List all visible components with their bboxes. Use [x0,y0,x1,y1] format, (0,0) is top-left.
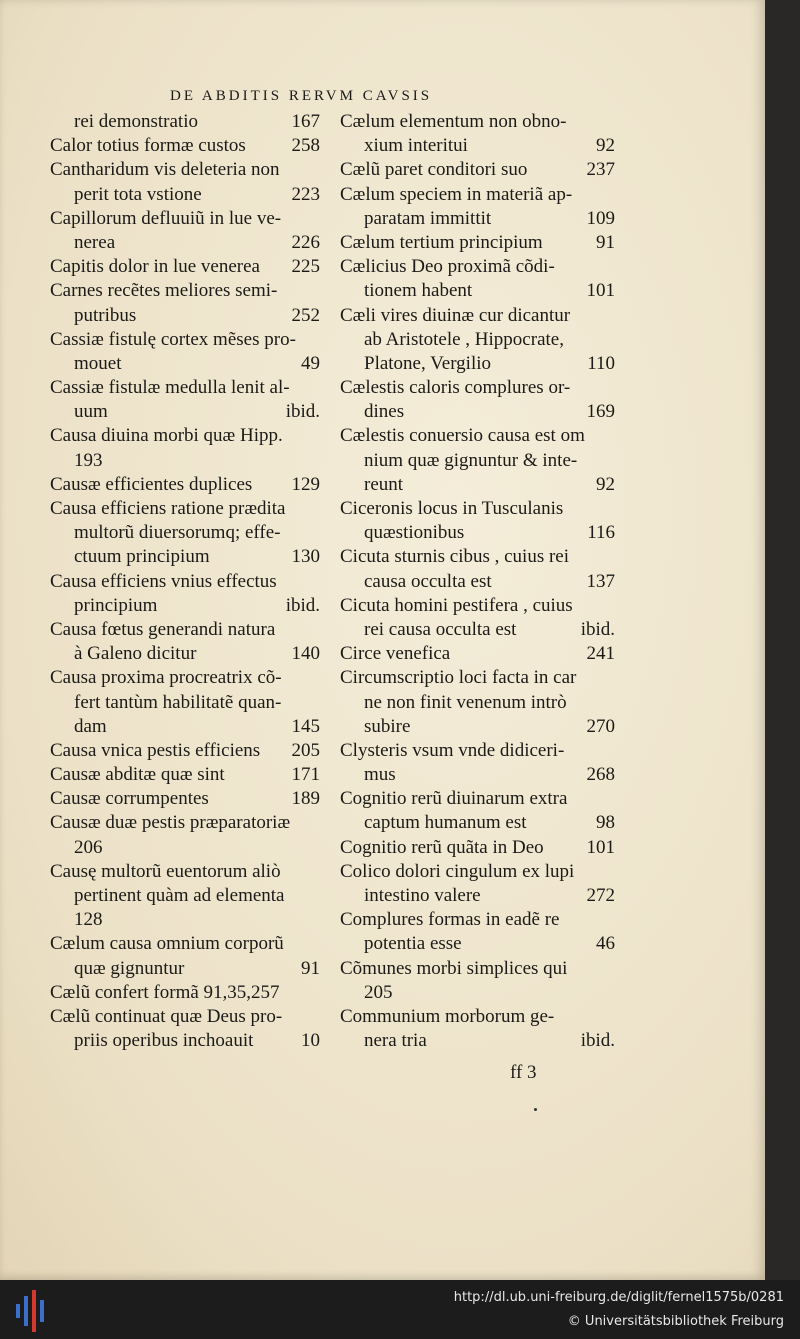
entry-page-ref [609,691,615,715]
right-index-entry [340,787,615,811]
left-index-entry [50,787,320,811]
entry-text: intestino valere [364,885,481,906]
entry-page-ref [314,691,320,715]
left-index-entry [50,279,320,303]
left-index-entry [50,521,320,545]
entry-page-ref: 92 [596,473,615,495]
entry-text: Causæ duæ pestis præparatoriæ [50,812,291,834]
right-index-entry [340,811,615,835]
right-index-entry [340,183,615,207]
entry-page-ref: 101 [586,836,615,858]
entry-text: fert tantùm habilitatẽ quan- [74,691,282,713]
entry-text: quæ gignuntur [74,957,185,979]
entry-page-ref: 91 [596,231,615,253]
entry-page-ref [609,424,615,448]
entry-text: Causę multorũ euentorum aliò [50,860,281,882]
right-index-entry [340,666,615,690]
library-logo-icon [14,1290,50,1332]
right-index-entry [340,255,615,279]
entry-text: dam [74,715,107,737]
entry-page-ref: 241 [586,643,615,665]
entry-page-ref: 137 [586,570,615,592]
entry-text: Cõmunes morbi simplices qui [340,957,568,979]
right-index-entry [340,424,615,448]
left-index-entry [50,255,320,279]
entry-page-ref [609,908,615,932]
entry-page-ref: 92 [596,135,615,157]
right-index-entry [340,594,615,618]
entry-text: pertinent quàm ad elementa [74,885,285,906]
entry-page-ref [314,449,320,473]
right-index-entry [340,545,615,569]
right-index-entry [340,957,615,981]
entry-page-ref [609,183,615,207]
left-index-entry [50,134,320,158]
right-index-entry [340,836,615,860]
entry-text: multorũ diuersorumq; effe- [74,522,281,544]
entry-text: Causa diuina morbi quæ Hipp. [50,425,283,447]
left-index-entry [50,594,320,618]
entry-text: uum [74,401,108,423]
entry-text: tionem habent [364,280,473,302]
entry-text: Cicuta homini pestifera , cuius [340,594,573,616]
entry-page-ref [609,1005,615,1029]
left-index-entry [50,158,320,182]
index-column-right [340,110,615,1053]
entry-text: Causa efficiens ratione prædita [50,498,286,519]
entry-text: paratam immittit [364,207,492,229]
right-index-entry [340,110,615,134]
entry-page-ref [314,424,320,448]
entry-page-ref: 268 [586,764,615,786]
entry-text: Cælum speciem in materiã ap- [340,183,573,205]
left-index-entry [50,570,320,594]
entry-text: Ciceronis locus in Tusculanis [340,498,564,519]
entry-text: causa occulta est [364,570,492,592]
entry-page-ref [314,981,320,1005]
right-index-entry [340,981,615,1005]
entry-text: Capillorum defluuiũ in lue ve- [50,207,282,229]
entry-text: Complures formas in eadẽ re [340,909,560,931]
entry-text: nium quæ gignuntur & inte- [364,449,578,471]
left-index-entry [50,884,320,908]
left-index-entry [50,691,320,715]
entry-page-ref [609,304,615,328]
entry-text: Cassiæ fistulę cortex mẽses pro- [50,328,296,350]
viewer-footer [0,1282,800,1339]
entry-page-ref: 98 [596,812,615,834]
right-index-entry [340,932,615,956]
scan-background [765,0,800,1280]
left-index-entry [50,1005,320,1029]
entry-page-ref [314,860,320,884]
entry-page-ref: 10 [301,1030,320,1052]
right-index-entry [340,158,615,182]
entry-page-ref [314,618,320,642]
entry-page-ref [314,932,320,956]
right-index-entry [340,860,615,884]
left-index-entry [50,618,320,642]
entry-page-ref [314,908,320,932]
ink-speck [534,1108,537,1111]
entry-text: Causa fœtus generandi natura [50,618,276,640]
left-index-entry [50,207,320,231]
entry-text: 128 [74,909,103,931]
entry-page-ref [609,739,615,763]
left-index-entry [50,908,320,932]
entry-page-ref [314,570,320,594]
entry-text: 206 [74,836,103,858]
entry-page-ref: 237 [586,159,615,181]
entry-text: Cognitio rerũ quãta in Deo [340,836,544,858]
right-index-entry [340,1005,615,1029]
entry-text: Cælum elementum non obno- [340,111,567,132]
entry-text: ne non finit venenum intrò [364,691,567,713]
entry-text: Causa efficiens vnius effectus [50,570,277,592]
entry-text: quæstionibus [364,522,465,544]
right-index-entry [340,231,615,255]
entry-page-ref: 272 [586,885,615,906]
entry-text: mus [364,764,396,786]
left-index-entry [50,836,320,860]
entry-page-ref: 116 [587,522,615,544]
left-index-entry [50,231,320,255]
entry-text: rei demonstratio [74,111,198,132]
entry-page-ref: 91 [301,957,320,979]
entry-text: Cognitio rerũ diuinarum extra [340,788,568,810]
right-index-entry [340,376,615,400]
entry-page-ref: ibid. [580,1030,615,1052]
entry-text: Cælũ continuat quæ Deus pro- [50,1005,283,1027]
entry-page-ref: 49 [301,352,320,374]
right-index-entry [340,521,615,545]
entry-text: Cæli vires diuinæ cur dicantur [340,304,571,326]
entry-page-ref: 205 [291,739,320,761]
entry-page-ref: 110 [587,352,615,374]
entry-text: Cælũ paret conditori suo [340,159,528,181]
entry-page-ref [314,811,320,835]
entry-page-ref: 101 [586,280,615,302]
right-index-entry [340,884,615,908]
entry-page-ref: 109 [586,207,615,229]
entry-text: principium [74,594,158,616]
left-index-entry [50,860,320,884]
entry-text: Cicuta sturnis cibus , cuius rei [340,546,570,568]
left-index-entry [50,449,320,473]
left-index-entry [50,304,320,328]
entry-text: putribus [74,304,137,326]
entry-text: Cælestis caloris complures or- [340,377,571,399]
entry-text: subire [364,715,411,737]
entry-text: Cantharidum vis deleteria non [50,159,280,181]
left-index-entry [50,497,320,521]
right-index-entry [340,715,615,739]
left-index-entry [50,981,320,1005]
entry-text: Communium morborum ge- [340,1005,555,1027]
left-index-entry [50,110,320,134]
entry-text: Causæ efficientes duplices [50,473,253,495]
entry-page-ref: 223 [291,183,320,205]
entry-page-ref [609,449,615,473]
entry-text: Circumscriptio loci facta in car [340,667,577,689]
entry-text: potentia esse [364,933,462,955]
entry-page-ref [609,328,615,352]
left-index-entry [50,932,320,956]
entry-text: Causæ corrumpentes [50,788,209,810]
copyright-notice: © Universitätsbibliothek Freiburg [567,1314,784,1329]
entry-page-ref: 171 [291,764,320,786]
entry-text: ctuum principium [74,546,210,568]
entry-text: Causæ abditæ quæ sint [50,764,225,786]
left-index-entry [50,424,320,448]
right-index-entry [340,691,615,715]
entry-page-ref: ibid. [580,618,615,640]
entry-page-ref [314,1005,320,1029]
right-index-entry [340,400,615,424]
entry-text: Causa vnica pestis efficiens [50,739,261,761]
right-index-entry [340,618,615,642]
left-index-entry [50,352,320,376]
right-index-entry [340,134,615,158]
entry-text: Causa proxima procreatrix cõ- [50,667,282,689]
running-header: DE ABDITIS RERVM CAVSIS [170,88,433,104]
entry-text: reunt [364,473,404,495]
entry-page-ref [314,497,320,521]
entry-text: Colico dolori cingulum ex lupi [340,860,575,882]
right-index-entry [340,207,615,231]
right-index-entry [340,304,615,328]
left-index-entry [50,376,320,400]
entry-page-ref: 129 [291,473,320,495]
left-index-entry [50,473,320,497]
entry-text: rei causa occulta est [364,618,517,640]
source-url-link[interactable]: http://dl.ub.uni-freiburg.de/diglit/fernel1575b/0281 [453,1290,784,1305]
left-index-entry [50,545,320,569]
entry-text: Clysteris vsum vnde didiceri- [340,739,565,761]
left-index-entry [50,715,320,739]
entry-text: Cælicius Deo proximã cõdi- [340,256,555,278]
left-index-entry [50,739,320,763]
entry-text: nera tria [364,1030,427,1052]
right-index-entry [340,739,615,763]
entry-page-ref [314,884,320,908]
left-index-entry [50,400,320,424]
entry-page-ref [314,376,320,400]
left-index-entry [50,328,320,352]
entry-page-ref: 46 [596,933,615,955]
entry-page-ref [314,328,320,352]
entry-text: Platone, Vergilio [364,352,492,374]
entry-page-ref [609,957,615,981]
entry-text: xium interitui [364,135,468,157]
entry-page-ref: 167 [291,111,320,132]
right-index-entry [340,328,615,352]
entry-page-ref [314,207,320,231]
entry-page-ref [314,158,320,182]
left-index-entry [50,957,320,981]
entry-page-ref: ibid. [285,594,320,616]
entry-text: Capitis dolor in lue venerea [50,256,260,278]
left-index-entry [50,1029,320,1053]
right-index-entry [340,1029,615,1053]
entry-page-ref: 252 [291,304,320,326]
entry-text: à Galeno dicitur [74,643,197,665]
left-index-entry [50,642,320,666]
right-index-entry [340,473,615,497]
entry-page-ref: 258 [291,135,320,157]
entry-text: Circe venefica [340,643,451,665]
entry-page-ref [609,787,615,811]
entry-page-ref: 130 [291,546,320,568]
entry-text: nerea [74,231,116,253]
entry-page-ref [609,666,615,690]
right-index-entry [340,642,615,666]
entry-page-ref [314,836,320,860]
right-index-entry [340,497,615,521]
right-index-entry [340,763,615,787]
entry-page-ref: 140 [291,643,320,665]
entry-page-ref [314,521,320,545]
entry-page-ref: 189 [291,788,320,810]
right-index-entry [340,449,615,473]
entry-page-ref [609,594,615,618]
entry-text: 205 [364,981,393,1003]
entry-page-ref: 169 [586,401,615,423]
entry-text: Cælum tertium principium [340,231,543,253]
entry-text: perit tota vstione [74,183,202,205]
entry-page-ref [609,110,615,134]
entry-page-ref [609,255,615,279]
entry-page-ref: 145 [291,715,320,737]
entry-text: Cælestis conuersio causa est om [340,425,585,447]
entry-text: Cassiæ fistulæ medulla lenit al- [50,377,290,399]
right-index-entry [340,570,615,594]
entry-page-ref: ibid. [285,401,320,423]
entry-page-ref: 226 [291,231,320,253]
left-index-entry [50,811,320,835]
entry-text: captum humanum est [364,812,527,834]
entry-page-ref: 270 [586,715,615,737]
entry-page-ref: 225 [291,256,320,278]
index-column-left [50,110,320,1053]
entry-page-ref [314,666,320,690]
entry-text: Cælũ confert formã 91,35,257 [50,981,280,1003]
entry-page-ref [314,279,320,303]
signature-mark: ff 3 [510,1062,537,1083]
entry-page-ref [609,860,615,884]
entry-page-ref [609,981,615,1005]
entry-page-ref [609,376,615,400]
entry-page-ref [609,545,615,569]
entry-text: Calor totius formæ custos [50,135,246,157]
right-index-entry [340,908,615,932]
entry-text: ab Aristotele , Hippocrate, [364,328,564,350]
entry-text: 193 [74,449,103,471]
entry-text: Cælum causa omnium corporũ [50,933,284,955]
entry-page-ref [609,497,615,521]
left-index-entry [50,666,320,690]
left-index-entry [50,183,320,207]
entry-text: Carnes recẽtes meliores semi- [50,280,278,302]
entry-text: mouet [74,352,122,374]
entry-text: dines [364,401,405,423]
right-index-entry [340,352,615,376]
left-index-entry [50,763,320,787]
right-index-entry [340,279,615,303]
entry-text: priis operibus inchoauit [74,1030,254,1052]
